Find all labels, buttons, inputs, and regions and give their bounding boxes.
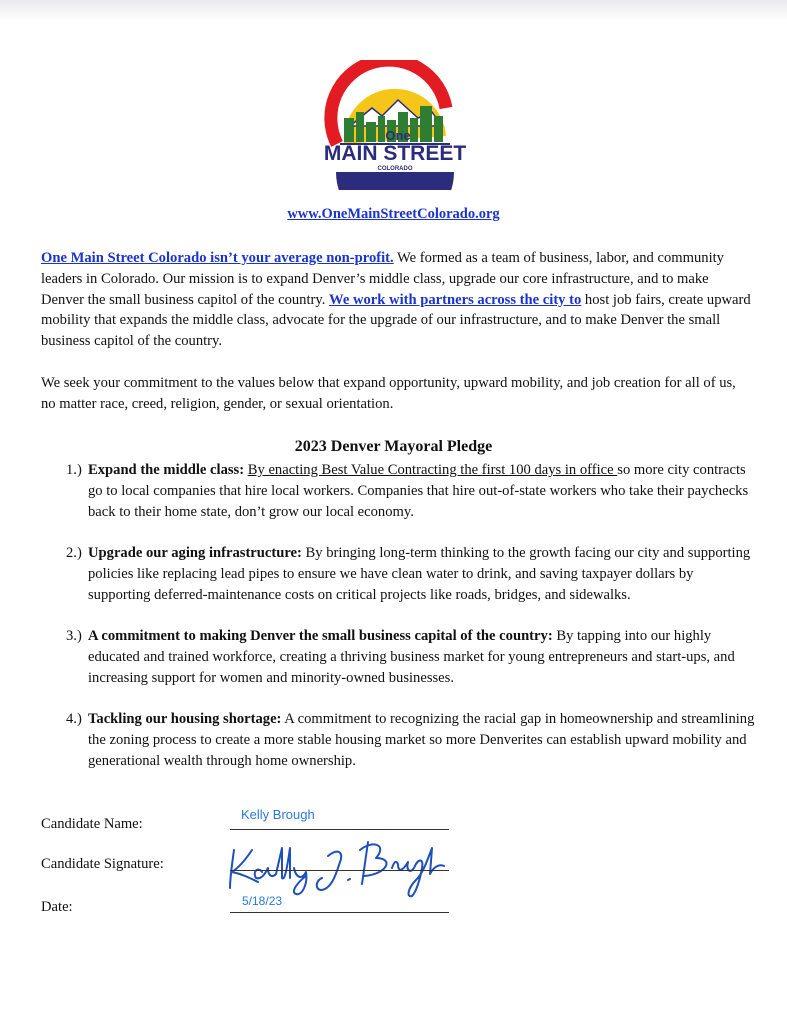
candidate-name-value: Kelly Brough bbox=[241, 807, 315, 822]
logo-text-main-street: MAIN STREET bbox=[323, 142, 467, 165]
candidate-signature-label: Candidate Signature: bbox=[41, 856, 164, 872]
intro-link-nonprofit[interactable]: One Main Street Colorado isn’t your average non-profit. bbox=[41, 250, 394, 266]
logo-text-one: One bbox=[385, 128, 411, 143]
intro-paragraph bbox=[41, 248, 751, 352]
pledge-item-number: 3.) bbox=[66, 628, 82, 644]
commitment-paragraph: We seek your commitment to the values below that expand opportunity, upward mobility, and job creation for all of us, no matter race, creed, religion, gender, or sexual orientation. bbox=[41, 375, 736, 412]
intro-link-partners[interactable]: We work with partners across the city to bbox=[329, 291, 582, 308]
candidate-name-label: Candidate Name: bbox=[41, 816, 143, 832]
pledge-item-text: By tapping into our highly educated and trained workforce, creating a thriving business market for young entrepreneurs and start-ups, and increasing support for women and minority-owned businesses. bbox=[88, 628, 735, 686]
date-line bbox=[230, 912, 449, 913]
pledge-item-number: 4.) bbox=[66, 711, 82, 727]
pledge-item-heading: Upgrade our aging infrastructure: bbox=[88, 545, 302, 561]
pledge-item-text: so more city contracts go to local companies that hire local workers. Companies that hire out-of-state workers who take their paychecks back to their home state, don’t grow our local economy. bbox=[88, 462, 749, 520]
intro-text-2: host job fairs, create upward mobility that expands the middle class, advocate for the upgrade of our infrastructure, and to make Denver the small business capitol of the country. bbox=[41, 291, 751, 350]
pledge-item-heading: A commitment to making Denver the small business capital of the country: bbox=[88, 628, 553, 644]
website-link[interactable]: www.OneMainStreetColorado.org bbox=[287, 206, 500, 222]
pledge-item-text: A commitment to recognizing the racial gap in homeownership and streamlining the zoning process to create a more stable housing market so more Denverites can establish upward mobility and generational wealth through home ownership. bbox=[88, 711, 755, 769]
pledge-item-1 bbox=[66, 460, 756, 522]
signature-text: Kelly J. Brough bbox=[218, 828, 225, 829]
pledge-item-number: 2.) bbox=[66, 545, 82, 561]
viewer-top-bar bbox=[0, 0, 787, 22]
date-label: Date: bbox=[41, 899, 73, 915]
pledge-item-underlined: By enacting Best Value Contracting the first 100 days in office bbox=[247, 462, 618, 478]
pledge-item-3 bbox=[66, 626, 756, 688]
logo-text-colorado: COLORADO bbox=[377, 166, 413, 172]
pledge-item-number: 1.) bbox=[66, 462, 82, 478]
pledge-title: 2023 Denver Mayoral Pledge bbox=[294, 438, 493, 455]
pledge-item-heading: Tackling our housing shortage: bbox=[88, 711, 282, 727]
pledge-item-heading: Expand the middle class: bbox=[88, 462, 245, 478]
candidate-signature-line bbox=[230, 870, 449, 871]
one-main-street-logo bbox=[300, 60, 490, 190]
date-value: 5/18/23 bbox=[242, 894, 283, 908]
handwritten-signature bbox=[218, 828, 453, 898]
pledge-item-text: By bringing long-term thinking to the growth facing our city and supporting policies like replacing lead pipes to ensure we have clean water to drink, and saving taxpayer dollars by supporting deferred-maintenance costs on critical projects like roads, bridges, and sidewalks. bbox=[88, 545, 751, 603]
pledge-item-4 bbox=[66, 709, 756, 771]
intro-text-1: We formed as a team of business, labor, and community leaders in Colorado. Our mission is to expand Denver’s middle class, upgrade our core infrastructure, and to make Denver the small business capitol of the country. bbox=[41, 250, 724, 308]
pledge-item-2 bbox=[66, 543, 756, 605]
